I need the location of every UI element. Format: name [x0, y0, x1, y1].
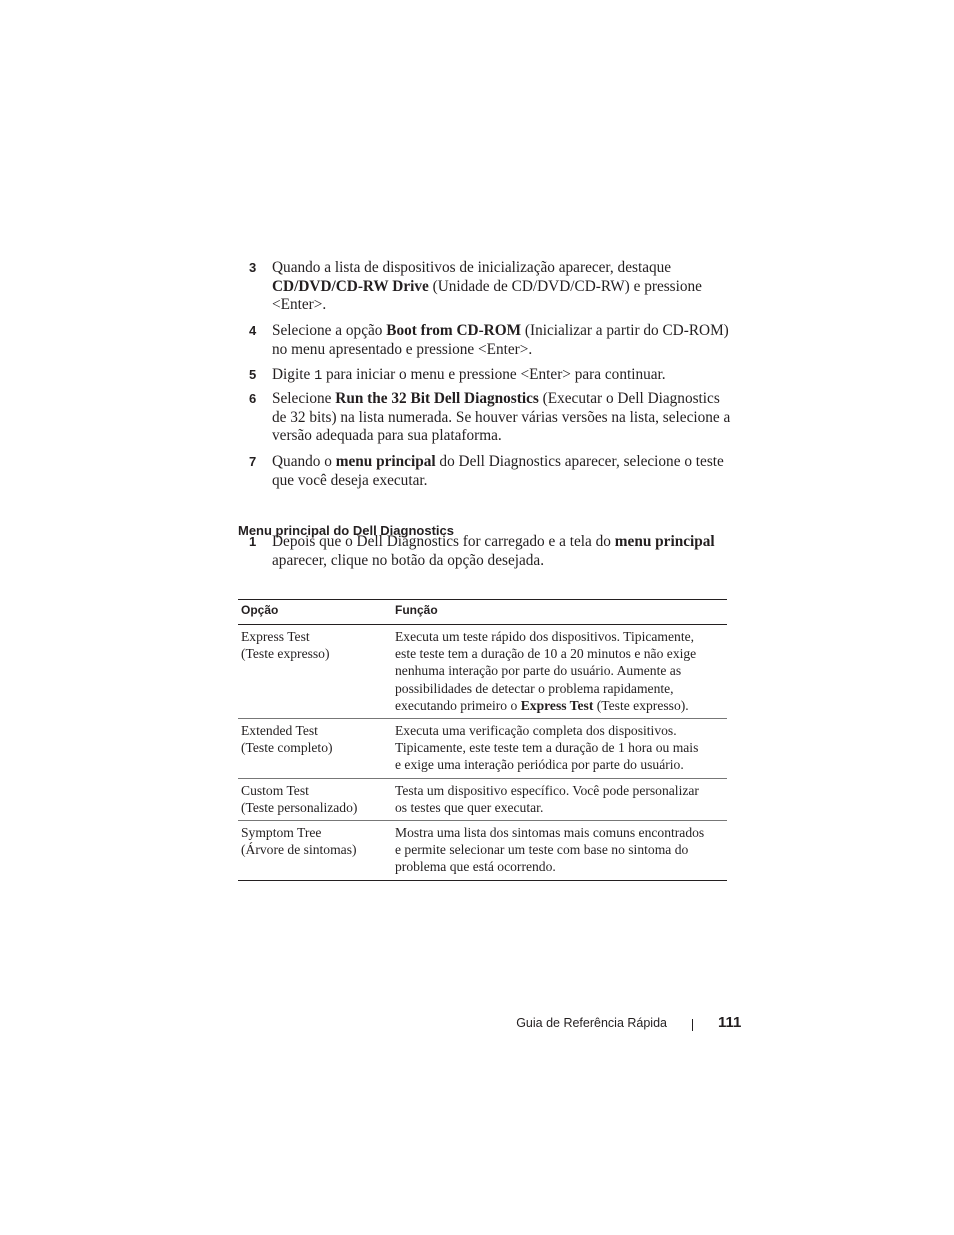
text-run: do Dell Diagnostics aparecer, selecione o teste	[435, 453, 724, 470]
text-run: executando primeiro o	[395, 697, 521, 713]
function-line	[395, 739, 724, 756]
text-line	[272, 552, 739, 571]
text-run: (Executar o Dell Diagnostics	[538, 390, 720, 407]
text-run: este teste tem a duração de 10 a 20 minutos e não exige	[395, 646, 697, 662]
text-line	[272, 278, 739, 297]
option-line: Extended Test	[241, 723, 318, 739]
footer-label: Guia de Referência Rápida	[516, 1016, 667, 1030]
text-run: aparecer, clique no botão da opção desejada.	[272, 551, 545, 569]
function-line	[395, 662, 724, 679]
options-table	[238, 599, 727, 881]
option-line: Custom Test	[241, 782, 309, 798]
step-text	[272, 390, 739, 446]
function-line	[395, 697, 724, 714]
section-heading: Menu principal do Dell Diagnostics	[238, 523, 454, 538]
text-run: Executa uma verificação completa dos dispositivos.	[395, 723, 677, 739]
bold-text: Boot from CD-ROM	[386, 322, 522, 339]
step-text	[272, 259, 739, 315]
function-line	[395, 680, 724, 697]
option-cell	[238, 778, 389, 820]
text-run: (Inicializar a partir do CD-ROM)	[521, 322, 729, 339]
code-text: 1	[314, 369, 323, 384]
option-line: Express Test	[241, 629, 310, 644]
option-cell	[238, 625, 389, 719]
page-number: 111	[718, 1014, 742, 1031]
text-line	[272, 409, 739, 428]
function-line	[395, 858, 724, 875]
table-row	[238, 778, 727, 820]
option-line: Symptom Tree	[241, 825, 322, 841]
option-line: (Teste personalizado)	[241, 799, 358, 815]
text-run: problema que está ocorrendo.	[395, 859, 556, 875]
text-line	[272, 390, 739, 409]
step-number: 6	[249, 391, 257, 406]
text-line	[272, 366, 739, 387]
text-line	[272, 322, 739, 341]
function-cell	[389, 719, 727, 779]
function-cell	[389, 625, 727, 719]
text-line	[272, 296, 739, 315]
text-line	[272, 453, 739, 472]
text-run: Executa um teste rápido dos dispositivos. Tipicamente,	[395, 629, 695, 644]
bold-text: menu principal	[614, 533, 715, 550]
column-header-option: Opção	[241, 603, 279, 617]
text-run: os testes que quer executar.	[395, 799, 544, 815]
text-run: Testa um dispositivo específico. Você pode personalizar	[395, 782, 699, 798]
table-row	[238, 821, 727, 881]
text-run: e exige uma interação periódica por parte do usuário.	[395, 757, 684, 773]
function-cell	[389, 778, 727, 820]
footer-separator	[692, 1019, 693, 1031]
bold-text: Run the 32 Bit Dell Diagnostics	[335, 390, 539, 407]
column-header-function: Função	[395, 603, 438, 617]
bold-text: menu principal	[335, 453, 436, 470]
text-run: para iniciar o menu e pressione <Enter> para continuar.	[322, 366, 666, 383]
option-cell	[238, 821, 389, 881]
text-run: no menu apresentado e pressione <Enter>.	[272, 340, 533, 358]
text-run: possibilidades de detectar o problema rapidamente,	[395, 680, 674, 696]
text-run: de 32 bits) na lista numerada. Se houver várias versões na lista, selecione a	[272, 408, 731, 426]
text-line	[272, 427, 739, 446]
page-footer	[0, 1013, 954, 1037]
bold-text: CD/DVD/CD-RW Drive	[272, 277, 429, 295]
text-run: (Teste expresso).	[593, 697, 689, 713]
option-cell	[238, 719, 389, 779]
text-run: Mostra uma lista dos sintomas mais comuns encontrados	[395, 825, 705, 841]
text-run: <Enter>.	[272, 296, 327, 314]
table-row	[238, 719, 727, 779]
step-text	[272, 453, 739, 490]
bold-text: Express Test	[520, 697, 594, 713]
step-text	[272, 533, 739, 570]
text-run: (Unidade de CD/DVD/CD-RW) e pressione	[428, 277, 702, 295]
option-line: (Teste completo)	[241, 740, 333, 756]
text-run: que você deseja executar.	[272, 471, 428, 489]
function-line	[395, 799, 724, 816]
step-number: 3	[249, 260, 257, 275]
text-line	[272, 341, 739, 360]
text-run: Tipicamente, este teste tem a duração de 1 hora ou mais	[395, 740, 699, 756]
function-line	[395, 645, 724, 662]
function-cell	[389, 821, 727, 881]
table-row	[238, 625, 727, 719]
table-header-row	[238, 600, 727, 625]
text-run: Selecione a opção	[272, 322, 387, 339]
step-number: 7	[249, 454, 257, 469]
text-line	[272, 533, 739, 552]
text-run: e permite selecionar um teste com base no sintoma do	[395, 842, 689, 858]
function-line	[395, 628, 724, 645]
step-number: 5	[249, 367, 257, 382]
option-line: (Teste expresso)	[241, 646, 330, 662]
text-run: Quando o	[272, 453, 336, 470]
step-number: 1	[249, 534, 257, 549]
step-number: 4	[249, 323, 257, 338]
text-run: Selecione	[272, 390, 336, 407]
step-text	[272, 366, 739, 387]
table-body	[238, 625, 727, 881]
function-line	[395, 824, 724, 841]
text-line	[272, 472, 739, 491]
function-line	[395, 722, 724, 739]
step-text	[272, 322, 739, 359]
option-line: (Árvore de sintomas)	[241, 842, 357, 858]
function-line	[395, 841, 724, 858]
text-run: nenhuma interação por parte do usuário. Aumente as	[395, 663, 682, 679]
function-line	[395, 782, 724, 799]
text-line	[272, 259, 739, 278]
text-run: versão adequada para sua plataforma.	[272, 427, 502, 445]
text-run: Quando a lista de dispositivos de inicialização aparecer, destaque	[272, 259, 672, 276]
text-run: Digite	[272, 366, 315, 383]
function-line	[395, 756, 724, 773]
text-run: Depois que o Dell Diagnostics for carregado e a tela do	[272, 533, 615, 550]
